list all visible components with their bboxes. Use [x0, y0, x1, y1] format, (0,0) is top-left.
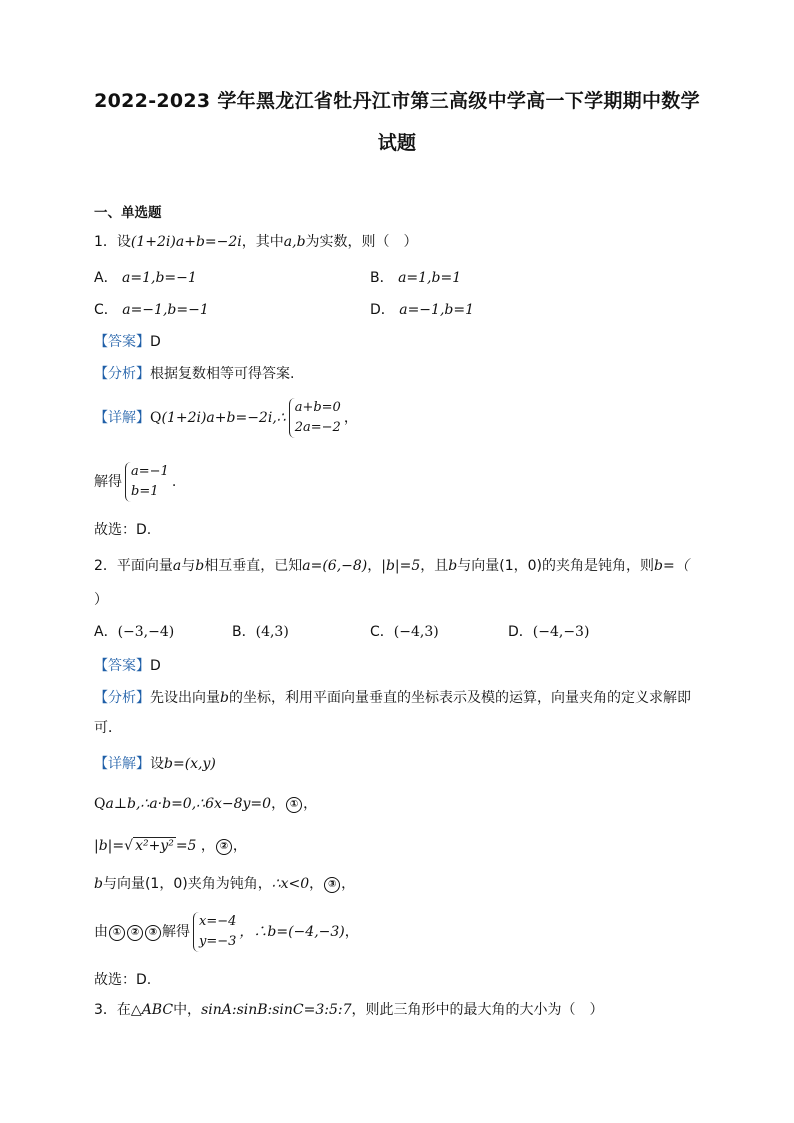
- vector-b: b: [195, 558, 205, 574]
- q2-stem-f: 与向量(1，0)的夹角是钝角，则: [457, 558, 655, 574]
- q1-stem-pre: 设: [116, 234, 131, 250]
- option-text: a=−1,b=1: [399, 302, 474, 318]
- q1-solve: [94, 462, 176, 502]
- answer-value: D: [150, 334, 161, 350]
- q2-stem-b: 与: [181, 558, 196, 574]
- q1-answer: [94, 332, 161, 352]
- step-marker: ③: [324, 877, 340, 893]
- q1-option-d: [370, 300, 474, 320]
- q2-number: 2．: [94, 558, 117, 574]
- option-text: a=1,b=1: [398, 270, 462, 286]
- q2-answer: [94, 656, 161, 676]
- option-text: (−4,−3): [532, 624, 590, 640]
- q3-stem-post: ，则此三角形中的最大角的大小为（ ）: [351, 1002, 604, 1018]
- step-post: ，: [303, 796, 318, 812]
- q2-option-d: [508, 622, 589, 642]
- vector-b: b: [94, 876, 103, 892]
- step-post: ，: [232, 838, 247, 854]
- option-label: C．: [94, 302, 118, 318]
- q1-stem: [94, 232, 418, 252]
- section-heading: 一、单选题: [94, 205, 162, 221]
- detail-equation: (1+2i)a+b=−2i,∴: [161, 410, 286, 426]
- step-pre: Q: [94, 796, 106, 812]
- q2-detail: [94, 754, 216, 774]
- q3-stem-equation: sinA:sinB:sinC=3:5:7: [201, 1002, 352, 1018]
- step-equation: ，∴b=(−4,−3): [239, 924, 345, 940]
- q2-analysis: [94, 688, 691, 708]
- q2-step-1: [94, 794, 317, 814]
- solve-system: [125, 462, 169, 502]
- step-text: 与向量(1，0)夹角为钝角，: [102, 876, 272, 892]
- triangle-name: △ABC: [130, 1002, 174, 1018]
- step-marker: ②: [216, 839, 232, 855]
- system-row: y=−3: [199, 934, 237, 949]
- q1-stem-vars: a,b: [283, 234, 306, 250]
- vector-a-value: a=(6,−8): [302, 558, 368, 574]
- q2-stem-g: b=（: [654, 558, 689, 574]
- analysis-text: 的坐标，利用平面向量垂直的坐标表示及模的运算，向量夹角的定义求解即: [228, 690, 691, 706]
- q2-step-4: [94, 912, 359, 952]
- option-text: (4,3): [255, 624, 289, 640]
- q1-detail: [94, 398, 358, 438]
- step-marker: ①: [286, 797, 302, 813]
- q3-number: 3．: [94, 1002, 117, 1018]
- q1-stem-post: 为实数，则（ ）: [305, 234, 418, 250]
- q2-option-b: [232, 622, 289, 642]
- step-marker: ③: [145, 925, 161, 941]
- q1-number: 1．: [94, 234, 117, 250]
- answer-value: D: [150, 658, 161, 674]
- vector-b-norm: |b|=5: [381, 558, 421, 574]
- option-text: a=−1,b=−1: [122, 302, 209, 318]
- q1-stem-mid: ，其中: [241, 234, 284, 250]
- q2-conclusion: 故选：D.: [94, 972, 152, 988]
- q1-conclusion: 故选：D.: [94, 522, 152, 538]
- option-text: a=1,b=−1: [122, 270, 197, 286]
- system-row: x=−4: [199, 914, 237, 929]
- detail-text: 设: [150, 756, 164, 772]
- analysis-text: 先设出向量: [150, 690, 220, 706]
- detail-tag: 【详解】: [94, 410, 150, 426]
- system-row: 2a=−2: [294, 420, 341, 435]
- option-label: B．: [370, 270, 394, 286]
- step-post: ，: [341, 876, 356, 892]
- q2-stem-e: ，且: [420, 558, 449, 574]
- step-marker: ①: [109, 925, 125, 941]
- q1-stem-equation: (1+2i)a+b=−2i: [130, 234, 242, 250]
- q2-stem-c: 相互垂直，已知: [204, 558, 303, 574]
- vector-a: a: [172, 558, 182, 574]
- analysis-text: 根据复数相等可得答案.: [150, 366, 295, 382]
- system-row: a+b=0: [294, 400, 341, 415]
- q1-option-a: [94, 268, 197, 288]
- step-equation: a⊥b,∴a·b=0,∴6x−8y=0: [105, 796, 272, 812]
- q2-stem: [94, 556, 689, 576]
- step-marker: ②: [127, 925, 143, 941]
- option-label: A．: [94, 270, 118, 286]
- system-row: b=1: [131, 484, 159, 499]
- step-text: 解得: [162, 924, 190, 940]
- step-post: ，: [200, 838, 215, 854]
- step-post: ，: [344, 924, 359, 940]
- q2-step-2: |b|=√ x²+y² =5 ， ② ，: [94, 838, 247, 854]
- option-label: D．: [508, 624, 533, 640]
- q2-stem-close: ）: [94, 592, 108, 608]
- vector-b: b: [220, 690, 229, 706]
- step-equation: =5: [175, 838, 197, 854]
- answer-tag: 【答案】: [94, 658, 150, 674]
- step-pre: 由: [94, 924, 108, 940]
- q2-analysis-cont: 可．: [94, 720, 122, 736]
- detail-equation: b=(x,y): [164, 756, 216, 772]
- q2-option-c: [370, 622, 439, 642]
- q1-option-c: [94, 300, 209, 320]
- step-post: ，: [271, 796, 286, 812]
- answer-tag: 【答案】: [94, 334, 150, 350]
- page-title-line-1: 2022-2023 学年黑龙江省牡丹江市第三高级中学高一下学期期中数学: [94, 90, 700, 112]
- vector-b: b: [448, 558, 458, 574]
- step-equation: ∴x<0: [271, 876, 310, 892]
- detail-equation-system: [289, 398, 341, 438]
- solve-pre: 解得: [94, 474, 122, 490]
- q2-step-3: [94, 874, 355, 894]
- step-post: ，: [309, 876, 324, 892]
- q3-stem-pre: 在: [116, 1002, 131, 1018]
- option-label: D．: [370, 302, 395, 318]
- q1-option-b: [370, 268, 461, 288]
- option-label: C．: [370, 624, 394, 640]
- q3-stem-mid: 中，: [173, 1002, 202, 1018]
- option-label: B．: [232, 624, 256, 640]
- q2-option-a: [94, 622, 174, 642]
- step-equation: |b|=: [94, 838, 125, 854]
- q2-stem-a: 平面向量: [116, 558, 173, 574]
- sqrt-radicand: x²+y²: [135, 838, 174, 854]
- solve-post: .: [171, 474, 177, 490]
- option-text: (−4,3): [393, 624, 439, 640]
- detail-tag: 【详解】: [94, 756, 150, 772]
- detail-pre: Q: [150, 410, 162, 426]
- option-label: A．: [94, 624, 118, 640]
- detail-post: ，: [343, 410, 358, 426]
- analysis-tag: 【分析】: [94, 690, 150, 706]
- q2-stem-d: ，: [367, 558, 382, 574]
- option-text: (−3,−4): [117, 624, 175, 640]
- analysis-tag: 【分析】: [94, 366, 150, 382]
- page-title-line-2: 试题: [377, 132, 417, 154]
- step-system: [193, 912, 236, 952]
- system-row: a=−1: [131, 464, 169, 479]
- q3-stem: [94, 1000, 604, 1020]
- q1-analysis: [94, 364, 294, 384]
